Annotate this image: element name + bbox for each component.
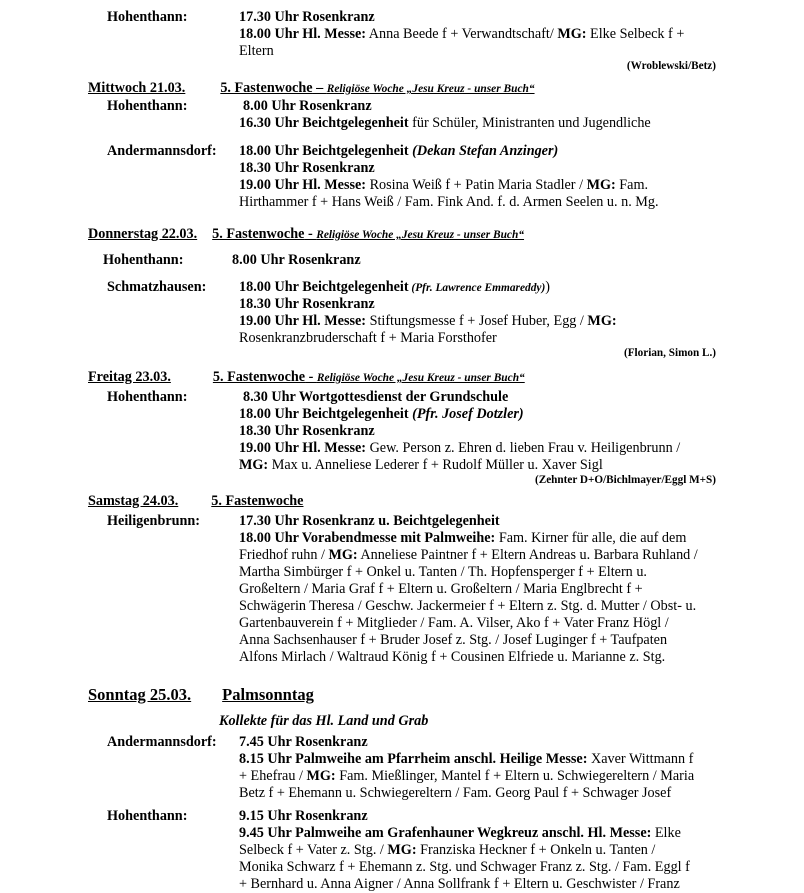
- event-line: Schwägerin Theresa / Geschw. Jackermeier f + Eltern z. Stg. d. Mutter / Obst- u.: [239, 598, 697, 614]
- place-label: Heiligenbrunn:: [107, 513, 201, 529]
- event-line: 9.15 Uhr Rosenkranz: [239, 808, 368, 824]
- event-line: 18.30 Uhr Rosenkranz: [239, 423, 375, 439]
- event-line: Gartenbauverein f + Mitglieder / Fam. A. Vilser, Ako f + Vater Franz Högl /: [239, 615, 669, 631]
- day-header-thursday: Donnerstag 22.03. 5. Fastenwoche - Religiöse Woche „Jesu Kreuz - unser Buch“: [88, 226, 525, 242]
- event-line: 18.30 Uhr Rosenkranz: [239, 296, 375, 312]
- place-label: Andermannsdorf:: [107, 143, 217, 159]
- event-line: Friedhof ruhn / MG: Anneliese Paintner f + Eltern Andreas u. Barbara Ruhland /: [239, 547, 698, 563]
- event-line: Betz f + Ehemann u. Schwiegereltern / Fam. Georg Paul f + Schwager Josef: [239, 785, 672, 801]
- event-line: MG: Max u. Anneliese Lederer f + Rudolf Müller u. Xaver Sigl: [239, 457, 603, 473]
- event-line: Hirthammer f + Hans Weiß / Fam. Fink And. f. d. Armen Seelen u. n. Mg.: [239, 194, 659, 210]
- event-line: Rosenkranzbruderschaft f + Maria Forsthofer: [239, 330, 497, 346]
- place-label: Hohenthann:: [107, 98, 188, 114]
- event-line: 16.30 Uhr Beichtgelegenheit für Schüler, Ministranten und Jugendliche: [239, 115, 651, 131]
- event-line: Monika Schwarz f + Ehemann z. Stg. und Schwager Franz z. Stg. / Fam. Eggl f: [239, 859, 690, 875]
- event-line: 17.30 Uhr Rosenkranz: [239, 9, 375, 25]
- event-line: Eltern: [239, 43, 274, 59]
- day-header-saturday: Samstag 24.03. 5. Fastenwoche: [88, 493, 304, 509]
- event-line: 19.00 Uhr Hl. Messe: Rosina Weiß f + Patin Maria Stadler / MG: Fam.: [239, 177, 649, 193]
- event-line: + Bernhard u. Anna Aigner / Anna Sollfrank f + Eltern u. Geschwister / Franz: [239, 876, 680, 892]
- event-line: 8.00 Uhr Rosenkranz: [243, 98, 372, 114]
- event-line: 19.00 Uhr Hl. Messe: Stiftungsmesse f + Josef Huber, Egg / MG:: [239, 313, 617, 329]
- event-line: 9.45 Uhr Palmweihe am Grafenhauner Wegkreuz anschl. Hl. Messe: Elke: [239, 825, 681, 841]
- event-line: 18.00 Uhr Vorabendmesse mit Palmweihe: Fam. Kirner für alle, die auf dem: [239, 530, 687, 546]
- event-line: 17.30 Uhr Rosenkranz u. Beichtgelegenheit: [239, 513, 500, 529]
- event-line: Alfons Mirlach / Waltraud König f + Cousinen Elfriede u. Marianne z. Stg.: [239, 649, 666, 665]
- place-label: Andermannsdorf:: [107, 734, 217, 750]
- altar-servers: (Wroblewski/Betz): [626, 60, 716, 72]
- place-label: Hohenthann:: [107, 389, 188, 405]
- altar-servers: (Florian, Simon L.): [624, 347, 716, 359]
- event-line: 8.00 Uhr Rosenkranz: [232, 252, 361, 268]
- event-line: 8.15 Uhr Palmweihe am Pfarrheim anschl. Heilige Messe: Xaver Wittmann f: [239, 751, 694, 767]
- altar-servers: (Zehnter D+O/Bichlmayer/Eggl M+S): [535, 474, 716, 486]
- collection-note: Kollekte für das Hl. Land und Grab: [219, 713, 429, 729]
- day-header-friday: Freitag 23.03. 5. Fastenwoche - Religiöse Woche „Jesu Kreuz - unser Buch“: [88, 369, 525, 385]
- place-label: Schmatzhausen:: [107, 279, 207, 295]
- event-line: 18.30 Uhr Rosenkranz: [239, 160, 375, 176]
- event-line: 7.45 Uhr Rosenkranz: [239, 734, 368, 750]
- event-line: 18.00 Uhr Beichtgelegenheit (Dekan Stefan Anzinger): [239, 143, 559, 159]
- place-label: Hohenthann:: [103, 252, 184, 268]
- day-header-wednesday: Mittwoch 21.03. 5. Fastenwoche – Religiöse Woche „Jesu Kreuz - unser Buch“: [88, 80, 535, 96]
- event-line: 8.30 Uhr Wortgottesdienst der Grundschule: [243, 389, 509, 405]
- event-line: Martha Simbürger f + Onkel u. Tanten / Th. Hopfensperger f + Eltern u.: [239, 564, 647, 580]
- event-line: Anna Sachsenhauser f + Bruder Josef z. Stg. / Josef Luginger f + Taufpaten: [239, 632, 668, 648]
- event-line: + Ehefrau / MG: Fam. Mießlinger, Mantel f + Eltern u. Schwiegereltern / Maria: [239, 768, 695, 784]
- event-line: 18.00 Uhr Beichtgelegenheit (Pfr. Lawrence Emmareddy)): [239, 279, 550, 295]
- place-label: Hohenthann:: [107, 9, 188, 25]
- day-header-sunday: Sonntag 25.03. Palmsonntag: [88, 685, 314, 704]
- event-line: Selbeck f + Vater z. Stg. / MG: Franziska Heckner f + Onkeln u. Tanten /: [239, 842, 656, 858]
- event-line: 19.00 Uhr Hl. Messe: Gew. Person z. Ehren d. lieben Frau v. Heiligenbrunn /: [239, 440, 681, 456]
- event-line: 18.00 Uhr Beichtgelegenheit (Pfr. Josef Dotzler): [239, 406, 524, 422]
- event-line: Großeltern / Maria Graf f + Eltern u. Großeltern / Maria Englbrecht f +: [239, 581, 643, 597]
- place-label: Hohenthann:: [107, 808, 188, 824]
- event-line: 18.00 Uhr Hl. Messe: Anna Beede f + Verwandtschaft/ MG: Elke Selbeck f +: [239, 26, 685, 42]
